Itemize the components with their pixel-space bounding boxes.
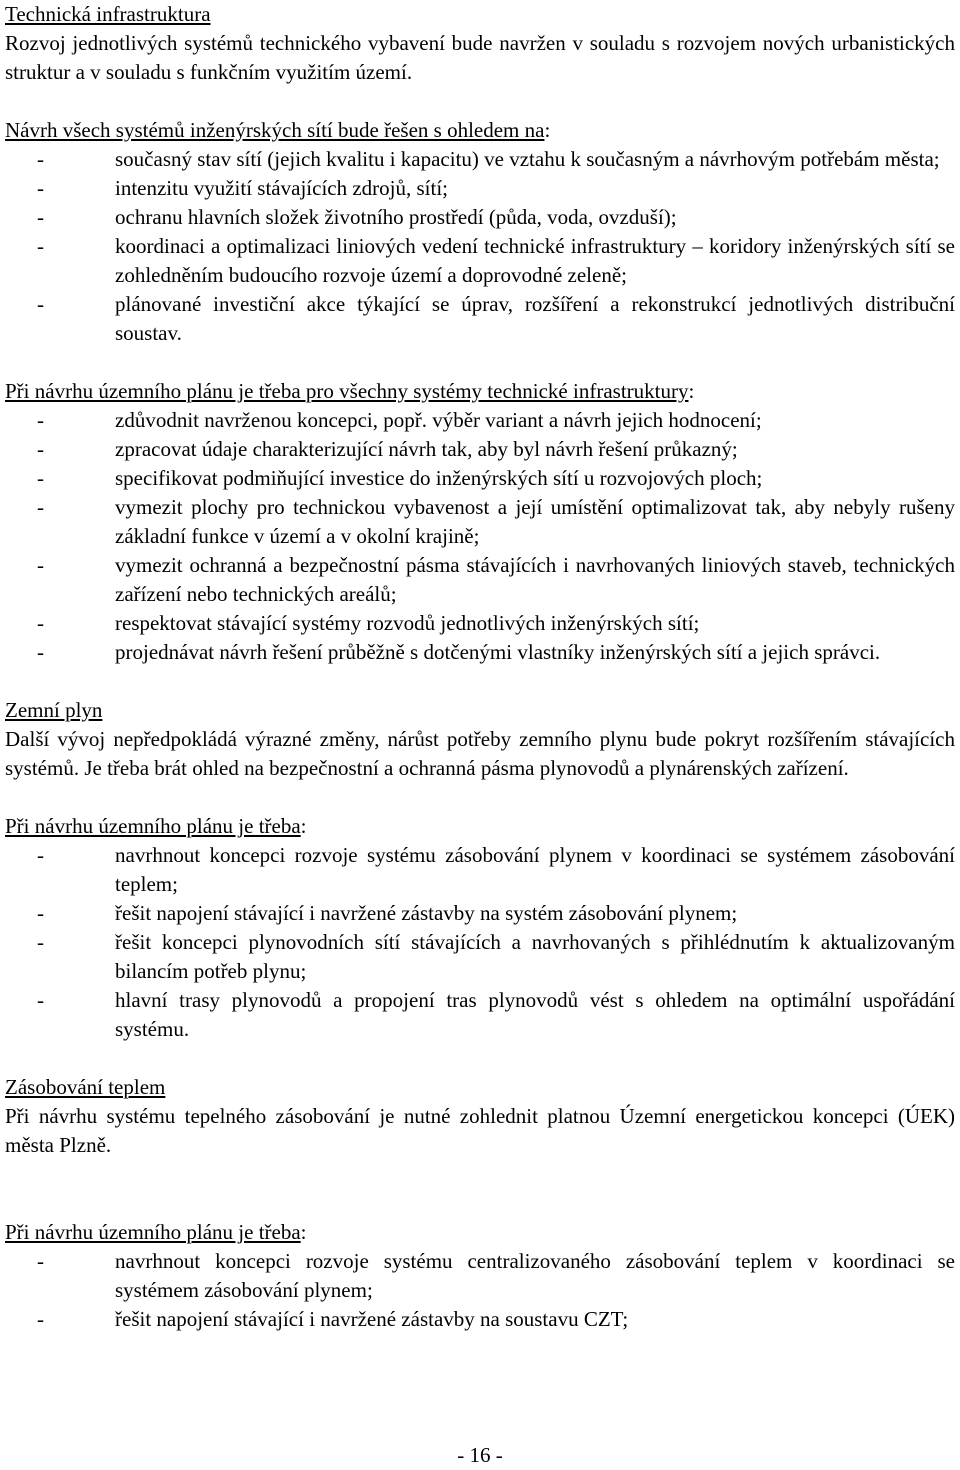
list-item: - projednávat návrh řešení průběžně s dotčenými vlastníky inženýrských sítí a jejich správci. xyxy=(37,640,881,664)
list-item: - navrhnout koncepci rozvoje systému zásobování plynem v koordinaci se systémem zásobování teplem; xyxy=(37,843,955,896)
heat-plan-intro: Při návrhu územního plánu je třeba: xyxy=(5,1220,307,1244)
list-item: - hlavní trasy plynovodů a propojení tras plynovodů vést s ohledem na optimální uspořádání systému. xyxy=(37,988,955,1041)
heading-natural-gas: Zemní plyn xyxy=(5,698,103,722)
heading-heat-supply: Zásobování teplem xyxy=(5,1075,166,1099)
heat-plan-list xyxy=(5,1247,955,1334)
list-item: - zpracovat údaje charakterizující návrh tak, aby byl návrh řešení průkazný; xyxy=(37,437,738,461)
list-item: - řešit napojení stávající i navržené zástavby na soustavu CZT; xyxy=(37,1307,629,1331)
page-number: - 16 - xyxy=(457,1443,503,1467)
list-item: - koordinaci a optimalizaci liniových vedení technické infrastruktury – koridory inženýrských sítí se zohledněním budoucího rozvoje území a doprovodné zeleně; xyxy=(37,234,955,287)
paragraph-infrastructure-development: Rozvoj jednotlivých systémů technického vybavení bude navržen v souladu s rozvojem nových urbanistických struktur a v souladu s funkčním využitím území. xyxy=(5,31,955,84)
list-item: - respektovat stávající systémy rozvodů jednotlivých inženýrských sítí; xyxy=(37,611,700,635)
list-item: - současný stav sítí (jejich kvalitu i kapacitu) ve vztahu k současným a návrhovým potřebám města; xyxy=(37,147,940,171)
paragraph-heat-supply: Při návrhu systému tepelného zásobování je nutné zohlednit platnou Územní energetickou koncepci (ÚEK) města Plzně. xyxy=(5,1104,955,1157)
list-item: - intenzitu využití stávajících zdrojů, sítí; xyxy=(37,176,449,200)
network-design-intro: Návrh všech systémů inženýrských sítí bude řešen s ohledem na: xyxy=(5,118,551,142)
technical-infrastructure-list xyxy=(5,406,955,667)
list-item: - zdůvodnit navrženou koncepci, popř. výběr variant a návrh jejich hodnocení; xyxy=(37,408,762,432)
heat-plan-intro-text: Při návrhu územního plánu je třeba xyxy=(5,1220,301,1244)
technical-infrastructure-intro: Při návrhu územního plánu je třeba pro všechny systémy technické infrastruktury: xyxy=(5,379,695,403)
gas-plan-intro: Při návrhu územního plánu je třeba: xyxy=(5,814,307,838)
technical-infrastructure-intro-text: Při návrhu územního plánu je třeba pro všechny systémy technické infrastruktury xyxy=(5,379,689,403)
list-item: - plánované investiční akce týkající se úprav, rozšíření a rekonstrukcí jednotlivých distribuční soustav. xyxy=(37,292,955,345)
network-design-intro-text: Návrh všech systémů inženýrských sítí bude řešen s ohledem na xyxy=(5,118,545,142)
list-item: - vymezit plochy pro technickou vybavenost a její umístění optimalizovat tak, aby nebyly rušeny základní funkce v území a v okolní krajině; xyxy=(37,495,955,548)
list-item: - řešit koncepci plynovodních sítí stávajících a navrhovaných s přihlédnutím k aktualizovaným bilancím potřeb plynu; xyxy=(37,930,955,983)
gas-plan-list xyxy=(5,841,955,1044)
list-item: - ochranu hlavních složek životního prostředí (půda, voda, ovzduší); xyxy=(37,205,677,229)
list-item: - specifikovat podmiňující investice do inženýrských sítí u rozvojových ploch; xyxy=(37,466,763,490)
paragraph-natural-gas: Další vývoj nepředpokládá výrazné změny, nárůst potřeby zemního plynu bude pokryt rozšířením stávajících systémů. Je třeba brát ohled na bezpečnostní a ochranná pásma plynovodů a plynárenských zařízení. xyxy=(5,727,955,780)
heading-technical-infrastructure: Technická infrastruktura xyxy=(5,2,211,26)
list-item: - navrhnout koncepci rozvoje systému centralizovaného zásobování teplem v koordinaci se systémem zásobování plynem; xyxy=(37,1249,955,1302)
list-item: - vymezit ochranná a bezpečnostní pásma stávajících i navrhovaných liniových staveb, technických zařízení nebo technických areálů; xyxy=(37,553,955,606)
network-design-list xyxy=(5,145,955,348)
gas-plan-intro-text: Při návrhu územního plánu je třeba xyxy=(5,814,301,838)
document-page xyxy=(5,0,955,1334)
list-item: - řešit napojení stávající i navržené zástavby na systém zásobování plynem; xyxy=(37,901,738,925)
